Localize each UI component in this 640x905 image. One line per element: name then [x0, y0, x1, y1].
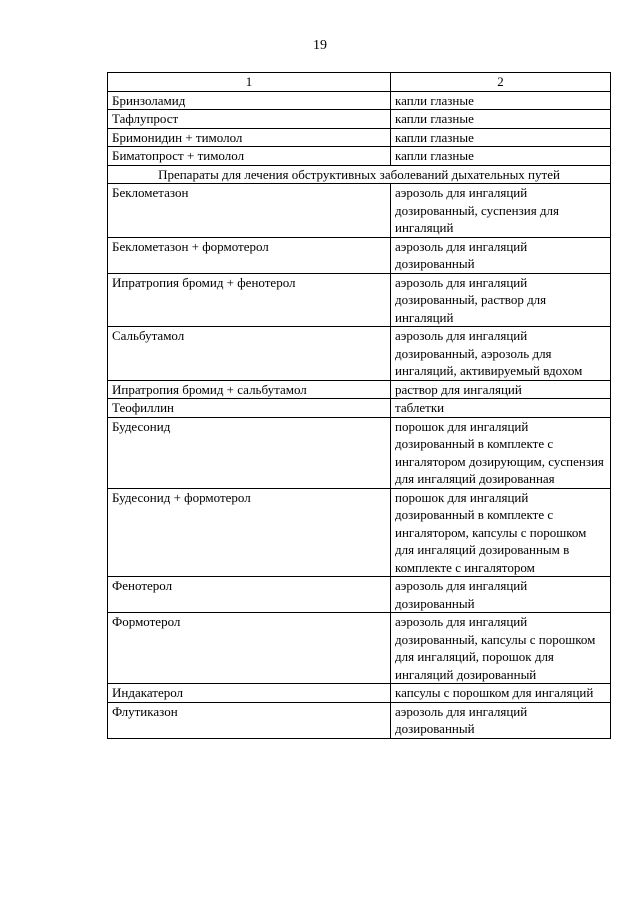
table-row: [108, 684, 611, 703]
dosage-form-cell: капли глазные: [391, 147, 611, 166]
table-row: [108, 488, 611, 577]
table-row: [108, 91, 611, 110]
drug-name-cell: Фенотерол: [108, 577, 391, 613]
column-header-2: 2: [391, 73, 611, 92]
dosage-form-cell: аэрозоль для ингаляций дозированный, суспензия для ингаляций: [391, 184, 611, 238]
drug-name-cell: Сальбутамол: [108, 327, 391, 381]
table-row: [108, 613, 611, 684]
table-row: [108, 417, 611, 488]
dosage-form-cell: порошок для ингаляций дозированный в комплекте с ингалятором, капсулы с порошком для ингаляций дозированным в комплекте с ингалятором: [391, 488, 611, 577]
section-title: Препараты для лечения обструктивных заболеваний дыхательных путей: [108, 165, 611, 184]
table-row: [108, 399, 611, 418]
table-row: [108, 147, 611, 166]
dosage-form-cell: аэрозоль для ингаляций дозированный: [391, 702, 611, 738]
dosage-form-cell: аэрозоль для ингаляций дозированный: [391, 237, 611, 273]
dosage-form-cell: капли глазные: [391, 110, 611, 129]
drug-table: [107, 72, 611, 739]
drug-name-cell: Биматопрост + тимолол: [108, 147, 391, 166]
dosage-form-cell: таблетки: [391, 399, 611, 418]
table-row: [108, 184, 611, 238]
dosage-form-cell: раствор для ингаляций: [391, 380, 611, 399]
dosage-form-cell: аэрозоль для ингаляций дозированный, аэрозоль для ингаляций, активируемый вдохом: [391, 327, 611, 381]
drug-name-cell: Флутиказон: [108, 702, 391, 738]
drug-name-cell: Беклометазон + формотерол: [108, 237, 391, 273]
dosage-form-cell: порошок для ингаляций дозированный в комплекте с ингалятором дозирующим, суспензия для ингаляций дозированная: [391, 417, 611, 488]
table-header-row: [108, 73, 611, 92]
table-row: [108, 237, 611, 273]
drug-name-cell: Будесонид + формотерол: [108, 488, 391, 577]
dosage-form-cell: капли глазные: [391, 128, 611, 147]
drug-name-cell: Теофиллин: [108, 399, 391, 418]
table-row: [108, 110, 611, 129]
dosage-form-cell: аэрозоль для ингаляций дозированный: [391, 577, 611, 613]
table-row: [108, 380, 611, 399]
dosage-form-cell: капсулы с порошком для ингаляций: [391, 684, 611, 703]
table-row: [108, 702, 611, 738]
dosage-form-cell: аэрозоль для ингаляций дозированный, капсулы с порошком для ингаляций, порошок для ингаляций дозированный: [391, 613, 611, 684]
drug-name-cell: Бринзоламид: [108, 91, 391, 110]
table-body: [108, 73, 611, 739]
drug-name-cell: Индакатерол: [108, 684, 391, 703]
drug-name-cell: Будесонид: [108, 417, 391, 488]
dosage-form-cell: капли глазные: [391, 91, 611, 110]
page-number: 19: [313, 38, 327, 53]
drug-name-cell: Беклометазон: [108, 184, 391, 238]
drug-name-cell: Ипратропия бромид + фенотерол: [108, 273, 391, 327]
dosage-form-cell: аэрозоль для ингаляций дозированный, раствор для ингаляций: [391, 273, 611, 327]
drug-name-cell: Ипратропия бромид + сальбутамол: [108, 380, 391, 399]
table-row: [108, 128, 611, 147]
table-row: [108, 273, 611, 327]
drug-name-cell: Тафлупрост: [108, 110, 391, 129]
drug-name-cell: Формотерол: [108, 613, 391, 684]
column-header-1: 1: [108, 73, 391, 92]
table-row: [108, 327, 611, 381]
table-row: [108, 577, 611, 613]
drug-name-cell: Бримонидин + тимолол: [108, 128, 391, 147]
section-row: [108, 165, 611, 184]
